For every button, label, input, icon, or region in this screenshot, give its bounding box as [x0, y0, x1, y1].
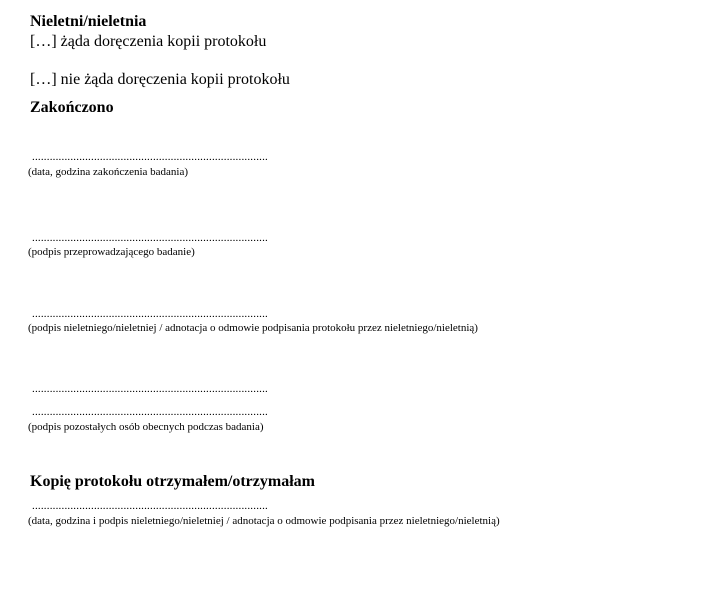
- minor-signature-dotted-line: ................................................................................: [32, 308, 268, 320]
- copy-received-caption: (data, godzina i podpis nieletniego/nieletniej / adnotacja o odmowie podpisania przez nieletniego/nieletnią): [28, 515, 500, 527]
- option-requests-copy: […] żąda doręczenia kopii protokołu: [30, 33, 267, 50]
- option-not-requests-copy: […] nie żąda doręczenia kopii protokołu: [30, 71, 290, 88]
- date-time-dotted-line: ................................................................................: [32, 151, 268, 163]
- copy-received-dotted-line: ................................................................................: [32, 500, 268, 512]
- examiner-signature-caption: (podpis przeprowadzającego badanie): [28, 246, 195, 258]
- minor-signature-caption: (podpis nieletniego/nieletniej / adnotacja o odmowie podpisania protokołu przez nieletniego/nieletnią): [28, 322, 478, 334]
- others-signature-dotted-line-1: ................................................................................: [32, 383, 268, 395]
- others-signature-dotted-line-2: ................................................................................: [32, 406, 268, 418]
- copy-received-heading: Kopię protokołu otrzymałem/otrzymałam: [30, 473, 315, 490]
- examiner-signature-dotted-line: ................................................................................: [32, 232, 268, 244]
- minor-heading: Nieletni/nieletnia: [30, 13, 147, 30]
- completed-heading: Zakończono: [30, 99, 114, 116]
- others-signature-caption: (podpis pozostałych osób obecnych podczas badania): [28, 421, 264, 433]
- date-time-caption: (data, godzina zakończenia badania): [28, 166, 189, 178]
